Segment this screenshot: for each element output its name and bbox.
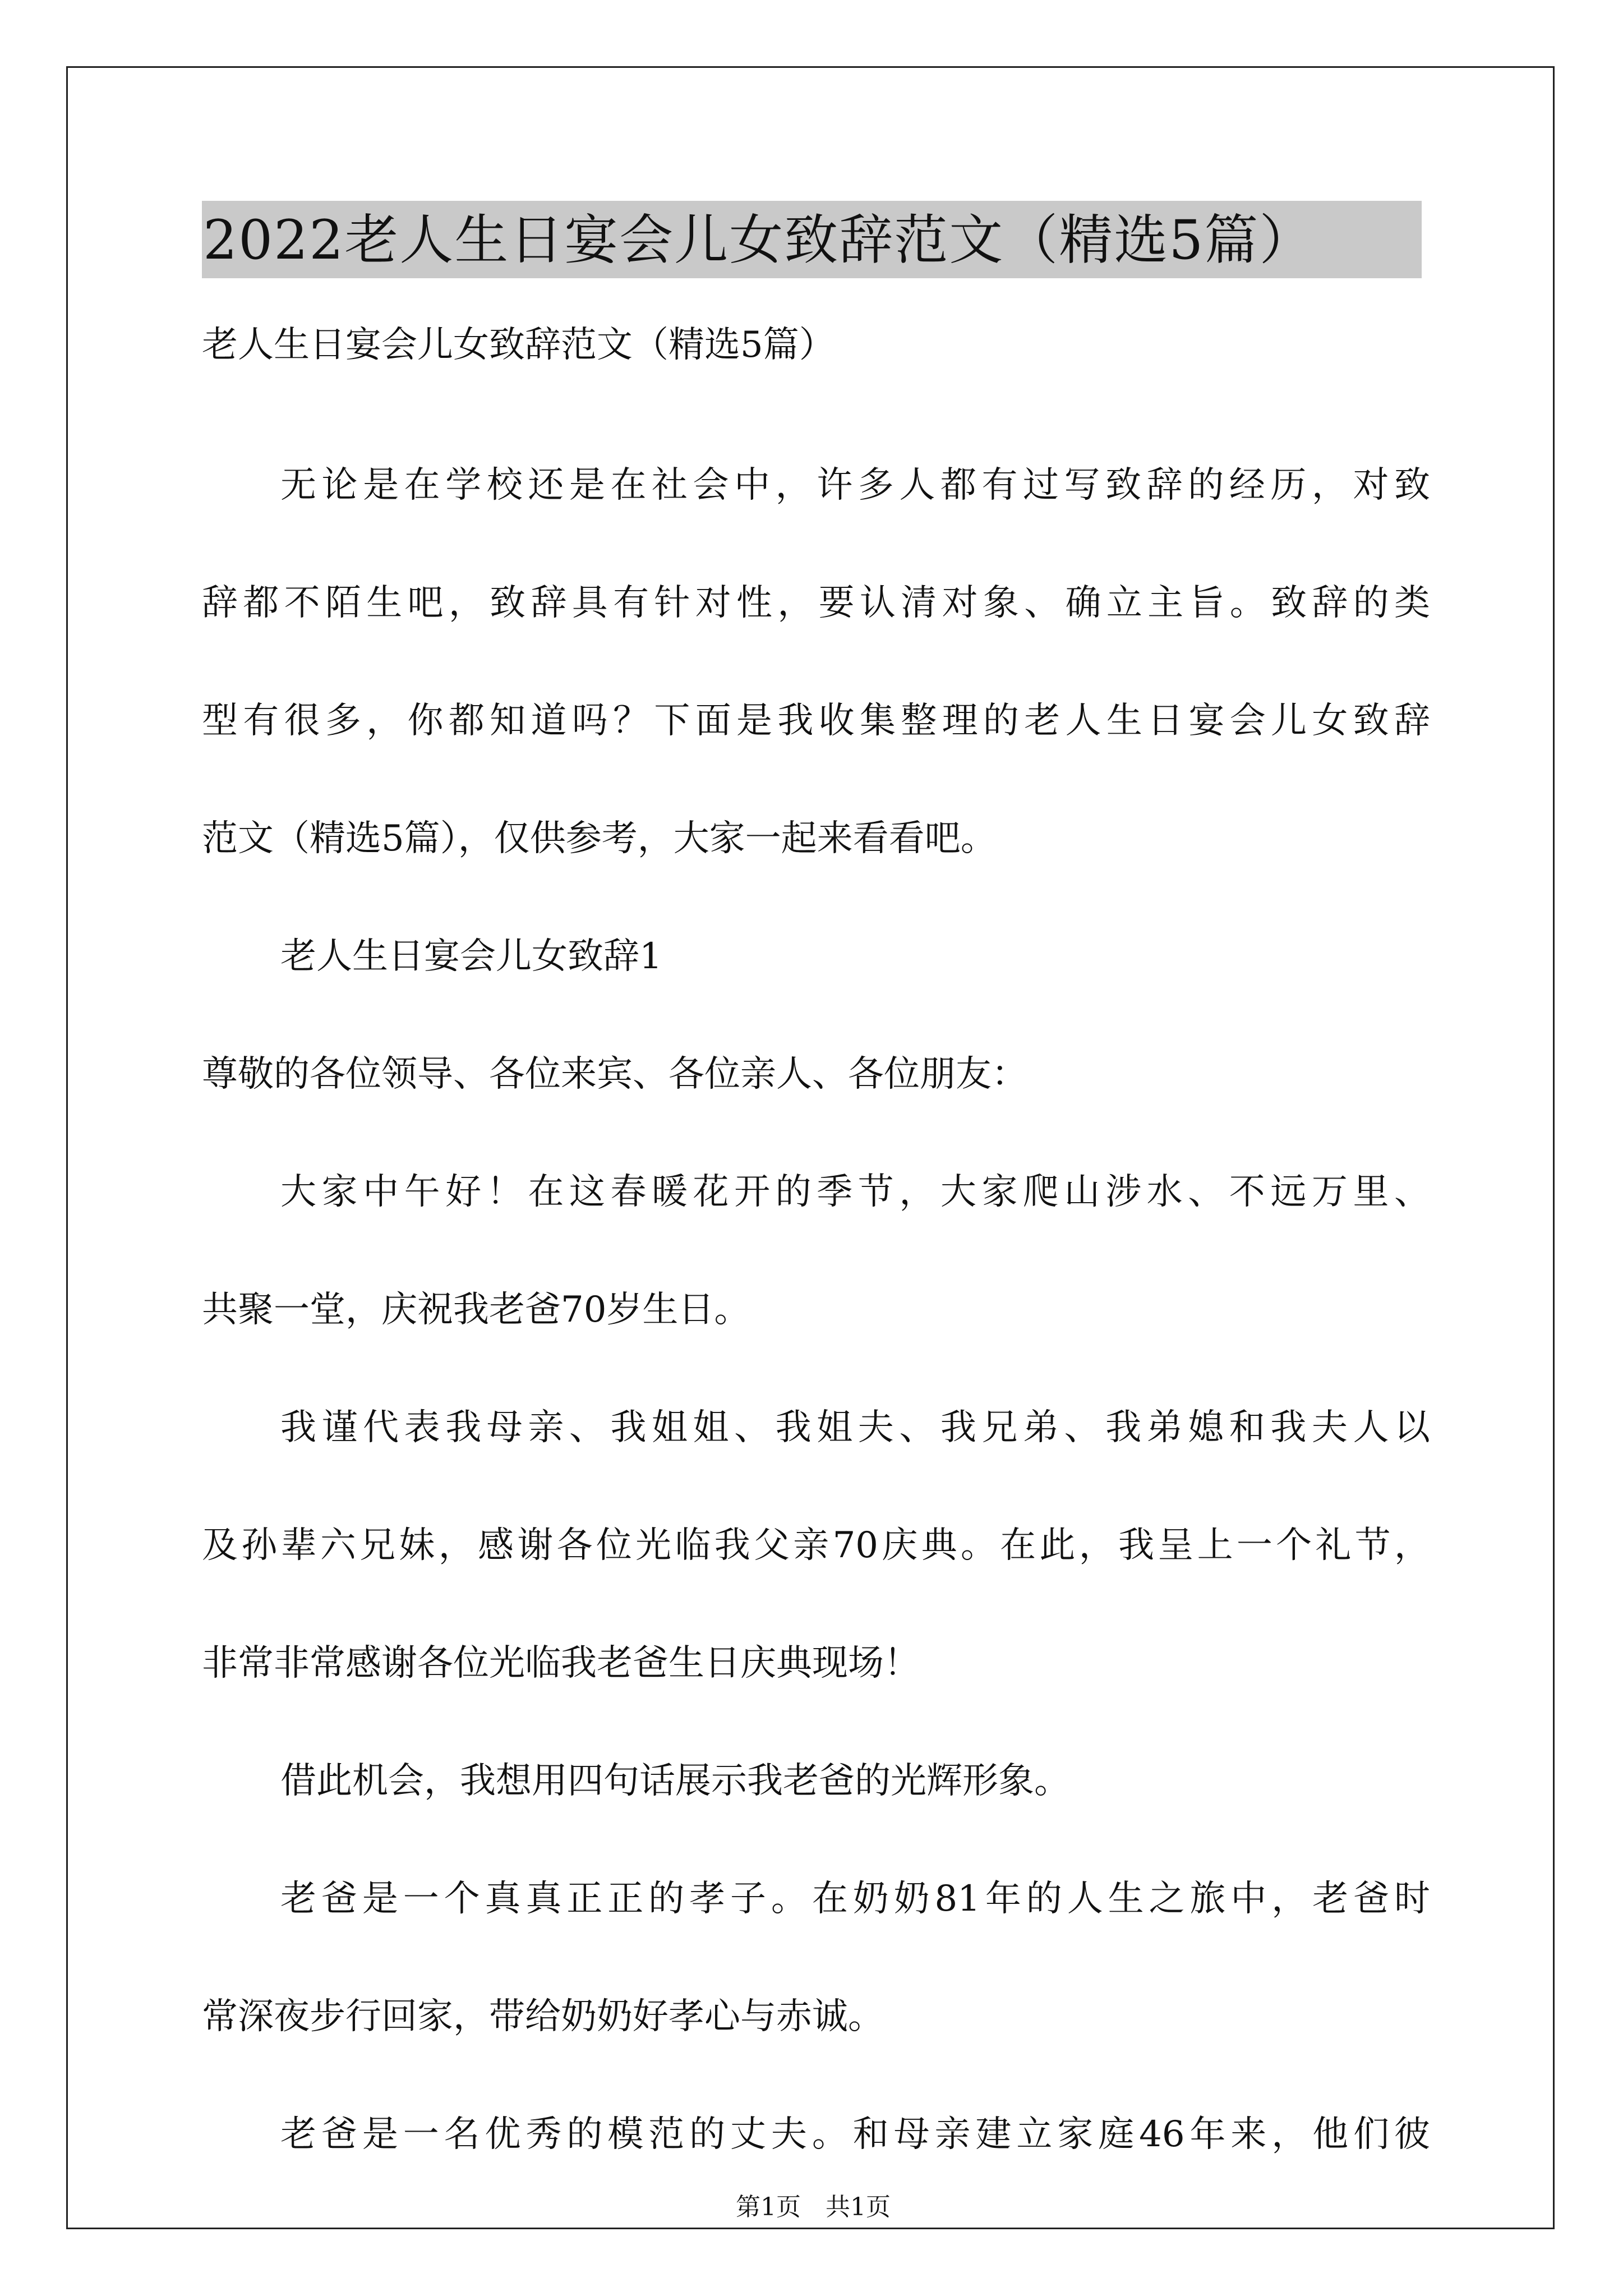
paragraph-line: 常深夜步行回家，带给奶奶好孝心与赤诚。 [202,1996,884,2037]
paragraph-line: 非常非常感谢各位光临我老爸生日庆典现场！ [202,1642,920,1684]
paragraph-line: 无论是在学校还是在社会中，许多人都有过写致辞的经历，对致 [280,464,1430,506]
paragraph-line: 共聚一堂，庆祝我老爸70岁生日。 [202,1289,750,1331]
paragraph-line: 老爸是一个真真正正的孝子。在奶奶81年的人生之旅中，老爸时 [280,1878,1430,1920]
document-title: 2022老人生日宴会儿女致辞范文（精选5篇） [203,209,1315,272]
section-heading: 老人生日宴会儿女致辞1 [280,936,662,977]
paragraph-line: 范文（精选5篇），仅供参考，大家一起来看看吧。 [202,818,997,859]
paragraph-line: 型有很多，你都知道吗？下面是我收集整理的老人生日宴会儿女致辞 [202,700,1430,742]
paragraph-line: 大家中午好！在这春暖花开的季节，大家爬山涉水、不远万里、 [280,1171,1430,1213]
paragraph-line: 我谨代表我母亲、我姐姐、我姐夫、我兄弟、我弟媳和我夫人以 [280,1407,1430,1448]
page-footer: 第1页 共1页 [736,2193,891,2221]
paragraph-line: 及孙辈六兄妹，感谢各位光临我父亲70庆典。在此，我呈上一个礼节， [202,1525,1430,1566]
paragraph-line: 借此机会，我想用四句话展示我老爸的光辉形象。 [280,1760,1070,1802]
paragraph-line: 辞都不陌生吧，致辞具有针对性，要认清对象、确立主旨。致辞的类 [202,582,1430,624]
paragraph-line: 老爸是一名优秀的模范的丈夫。和母亲建立家庭46年来，他们彼 [280,2114,1430,2155]
salutation-line: 尊敬的各位领导、各位来宾、各位亲人、各位朋友： [202,1053,1027,1095]
subtitle-line: 老人生日宴会儿女致辞范文（精选5篇） [202,324,835,366]
